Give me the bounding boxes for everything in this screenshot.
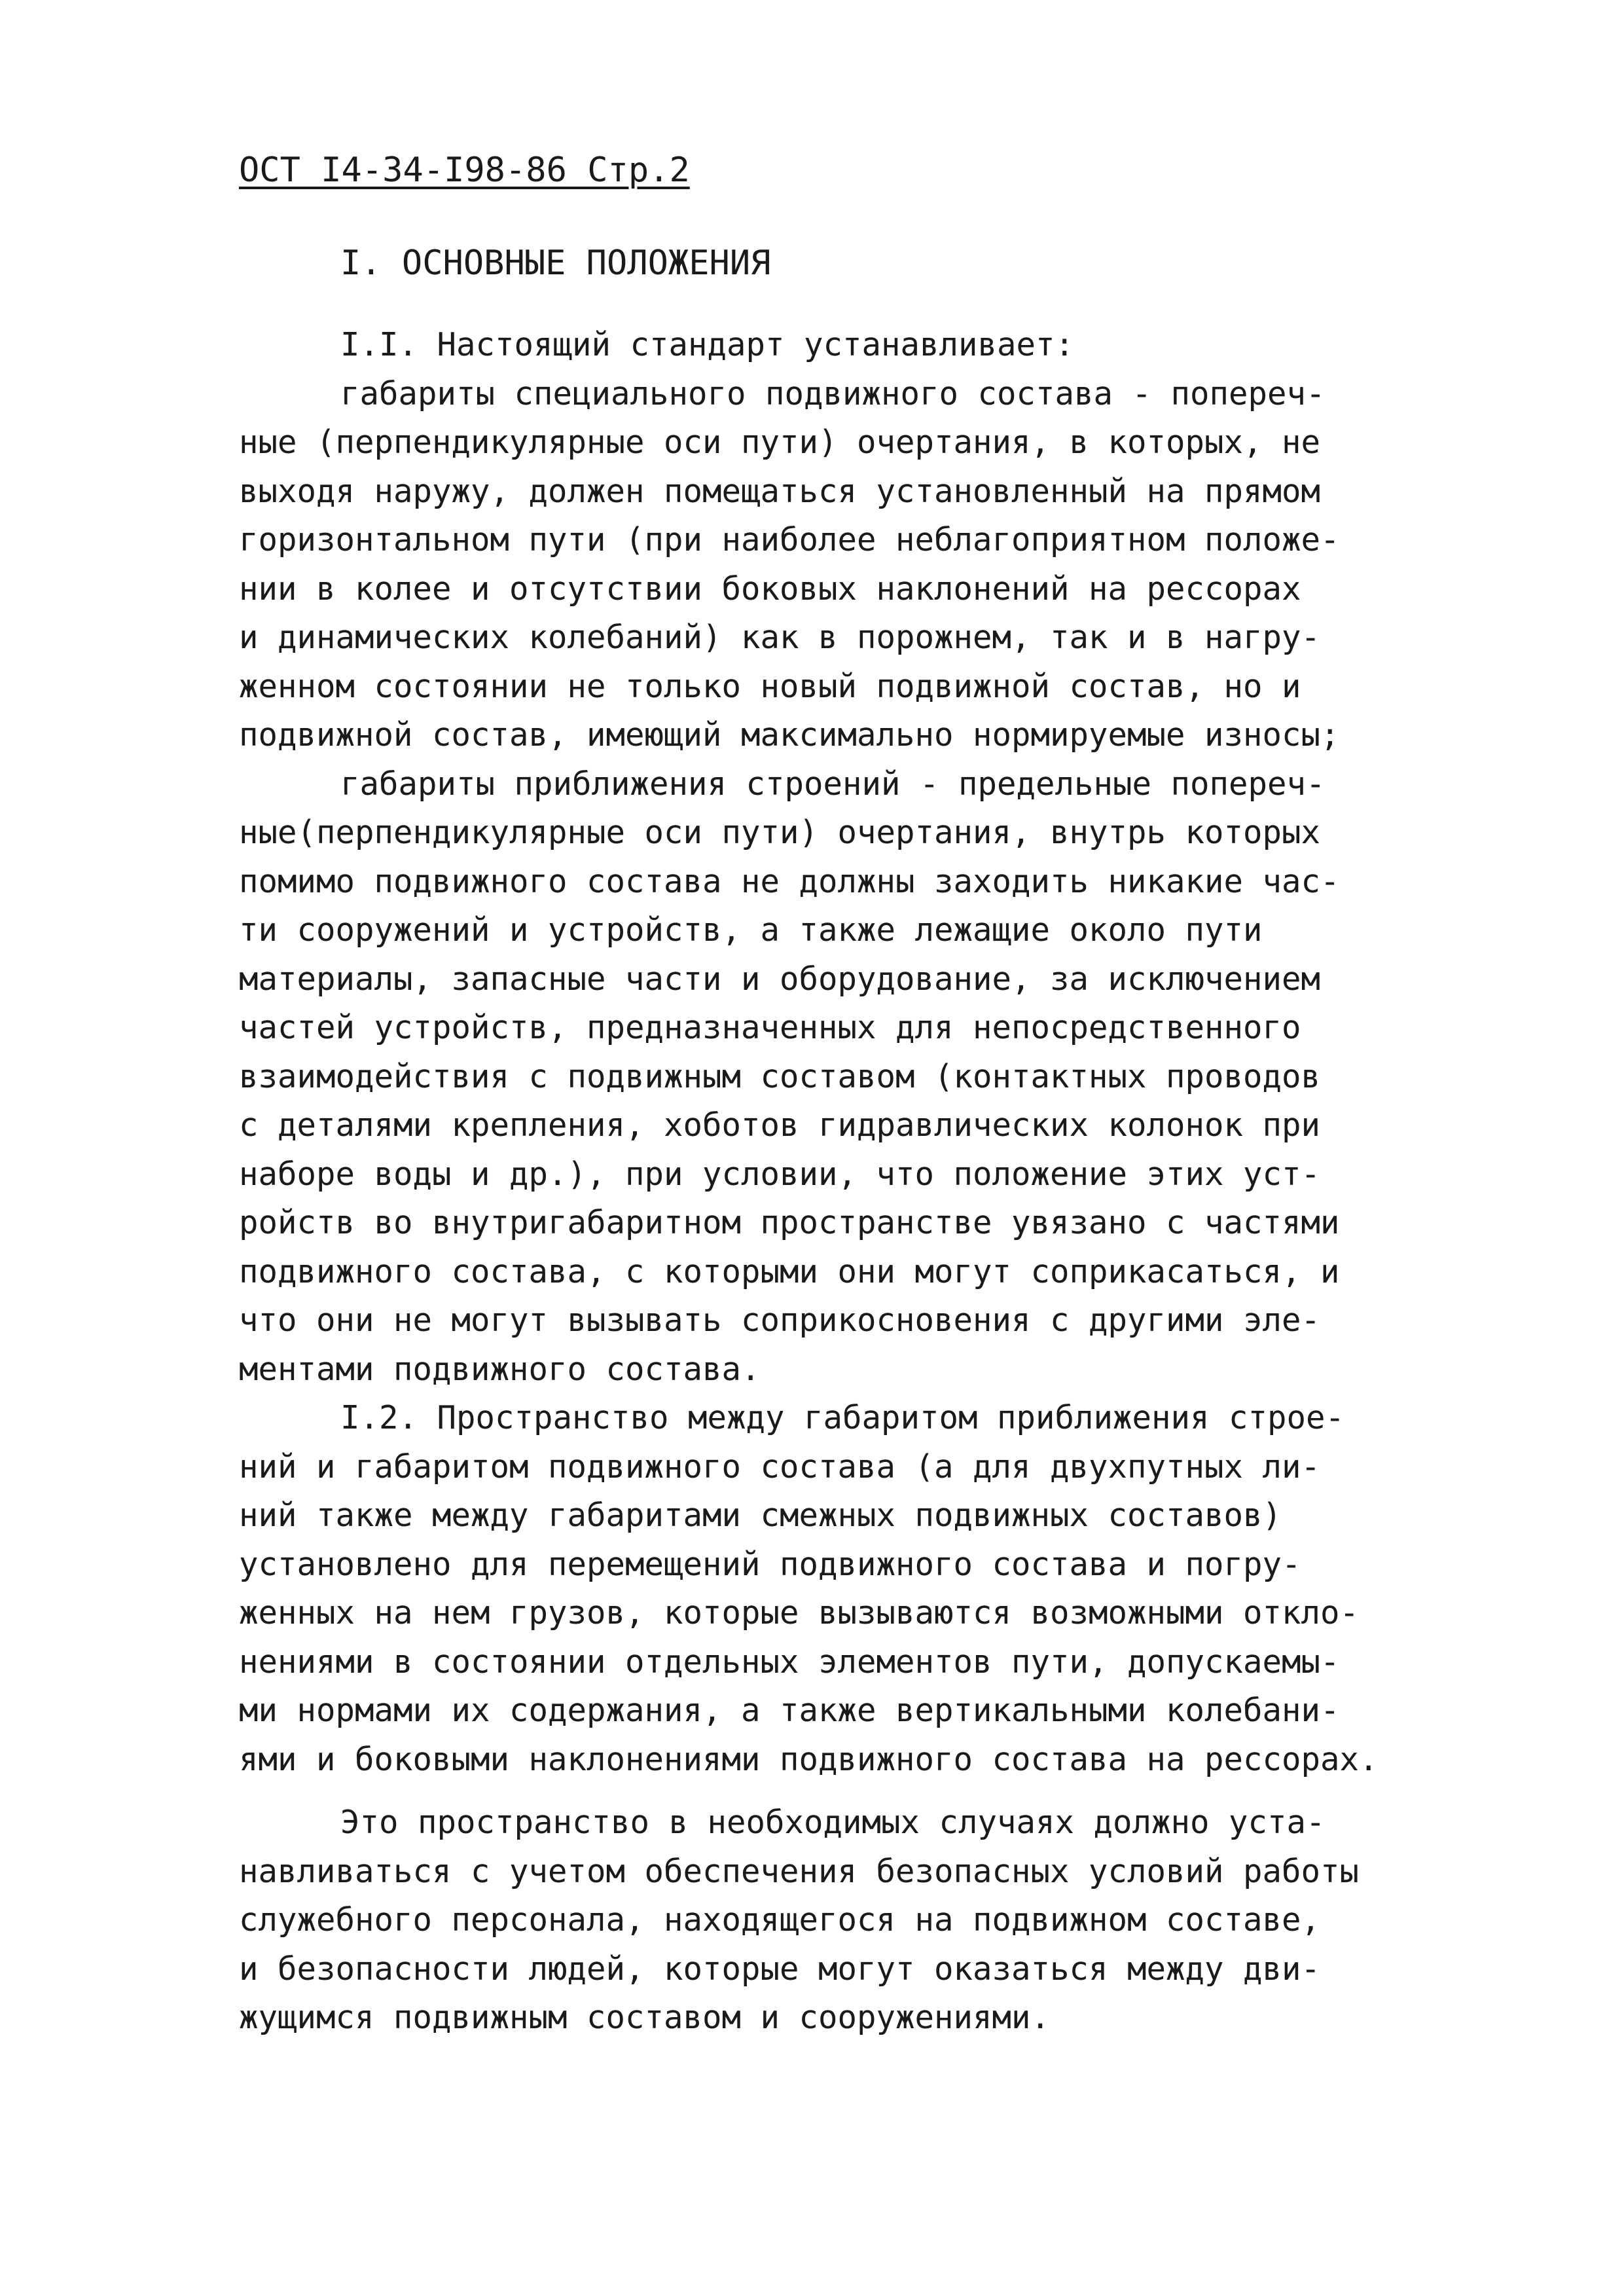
text-line: установлено для перемещений подвижного состава и погру- bbox=[239, 1545, 1301, 1583]
text-line: подвижного состава, с которыми они могут соприкасаться, и bbox=[239, 1252, 1340, 1290]
section-title: I. ОСНОВНЫЕ ПОЛОЖЕНИЯ bbox=[340, 244, 771, 283]
text-line: женном состоянии не только новый подвижной состав, но и bbox=[239, 667, 1301, 705]
document-header: ОСТ I4-34-I98-86 Стр.2 bbox=[239, 151, 690, 190]
text-line: ми нормами их содержания, а также вертикальными колебани- bbox=[239, 1692, 1340, 1729]
paragraph-structure-gauge bbox=[239, 760, 1470, 1394]
paragraph-rolling-stock-gauge bbox=[239, 370, 1470, 760]
text-line: что они не могут вызывать соприкосновения с другими эле- bbox=[239, 1302, 1321, 1339]
text-line: подвижной состав, имеющий максимально нормируемые износы; bbox=[239, 716, 1340, 754]
text-line: частей устройств, предназначенных для непосредственного bbox=[239, 1009, 1301, 1046]
text-line: нии в колее и отсутствии боковых наклонений на рессорах bbox=[239, 570, 1301, 608]
text-line: жущимся подвижным составом и сооружениями. bbox=[239, 1999, 1051, 2036]
text-line: габариты специального подвижного состава - попереч- bbox=[340, 374, 1326, 412]
text-line: материалы, запасные части и оборудование, за исключением bbox=[239, 960, 1321, 998]
text-line: служебного персонала, находящегося на подвижном составе, bbox=[239, 1901, 1321, 1939]
text-line: горизонтальном пути (при наиболее неблагоприятном положе- bbox=[239, 521, 1340, 558]
text-line: габариты приближения строений - предельные попереч- bbox=[340, 765, 1326, 803]
text-line: ти сооружений и устройств, а также лежащие около пути bbox=[239, 911, 1263, 949]
text-line: ями и боковыми наклонениями подвижного состава на рессорах. bbox=[239, 1740, 1379, 1778]
text-line: ные (перпендикулярные оси пути) очертания, в которых, не bbox=[239, 424, 1321, 461]
text-line: I.I. Настоящий стандарт устанавливает: bbox=[340, 326, 1075, 363]
text-line: помимо подвижного состава не должны заходить никакие час- bbox=[239, 862, 1340, 900]
text-line: I.2. Пространство между габаритом приближения строе- bbox=[340, 1399, 1345, 1436]
text-line: нениями в состоянии отдельных элементов пути, допускаемы- bbox=[239, 1643, 1340, 1681]
paragraph-safety-clearance bbox=[239, 1798, 1470, 2043]
text-line: взаимодействия с подвижным составом (контактных проводов bbox=[239, 1057, 1321, 1095]
text-line: и безопасности людей, которые могут оказаться между дви- bbox=[239, 1950, 1321, 1988]
text-line: ний и габаритом подвижного состава (а для двухпутных ли- bbox=[239, 1448, 1321, 1485]
text-line: и динамических колебаний) как в порожнем, так и в нагру- bbox=[239, 619, 1321, 656]
text-line: выходя наружу, должен помещаться установленный на прямом bbox=[239, 472, 1321, 510]
text-line: наборе воды и др.), при условии, что положение этих уст- bbox=[239, 1155, 1321, 1193]
body-text bbox=[239, 321, 1470, 2043]
text-line: ные(перпендикулярные оси пути) очертания, внутрь которых bbox=[239, 814, 1321, 851]
paragraph-1-2 bbox=[239, 1394, 1470, 1784]
text-line: с деталями крепления, хоботов гидравлических колонок при bbox=[239, 1106, 1321, 1144]
text-line: ройств во внутригабаритном пространстве увязано с частями bbox=[239, 1204, 1340, 1241]
text-line: ментами подвижного состава. bbox=[239, 1350, 761, 1388]
paragraph-spacer bbox=[239, 1784, 1470, 1798]
text-line: ний также между габаритами смежных подвижных составов) bbox=[239, 1497, 1282, 1534]
text-line: женных на нем грузов, которые вызываются возможными откло- bbox=[239, 1594, 1360, 1631]
text-line: навливаться с учетом обеспечения безопасных условий работы bbox=[239, 1852, 1360, 1890]
paragraph-1-1 bbox=[239, 321, 1470, 370]
text-line: Это пространство в необходимых случаях должно уста- bbox=[340, 1804, 1326, 1841]
